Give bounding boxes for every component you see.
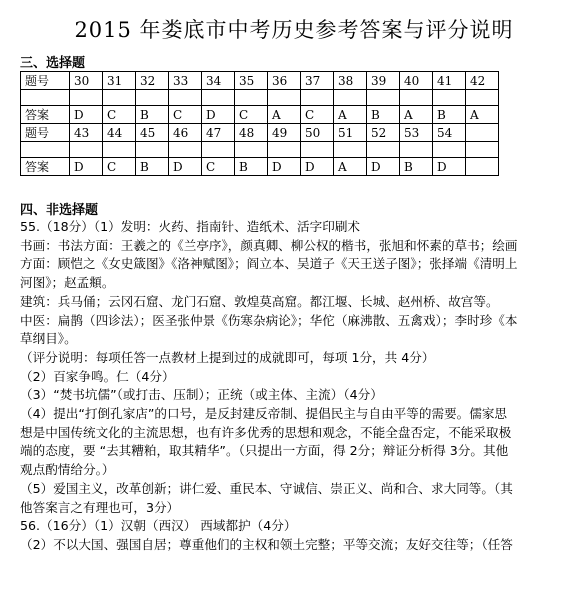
answer-cell	[466, 158, 499, 176]
question-number-cell: 51	[334, 124, 367, 142]
text-line: 中医：扁鹊（四诊法）；医圣张仲景《伤寒杂病论》；华佗（麻沸散、五禽戏）；李时珍《本	[20, 312, 518, 328]
question-number-cell: 33	[169, 72, 202, 90]
table-row-blank	[21, 90, 499, 106]
question-number-cell: 50	[301, 124, 334, 142]
blank-cell	[103, 90, 136, 106]
text-line: （4）提出“打倒孔家店”的口号，是反封建反帝制、提倡民主与自由平等的需要。儒家思	[20, 406, 508, 422]
text-line: （2）百家争鸣。仁（4分）	[20, 368, 175, 384]
question-number-cell: 49	[268, 124, 301, 142]
blank-cell	[466, 90, 499, 106]
answer-cell: D	[301, 158, 334, 176]
question-number-cell: 42	[466, 72, 499, 90]
blank-cell	[334, 90, 367, 106]
answer-cell: A	[334, 158, 367, 176]
blank-cell	[21, 90, 70, 106]
blank-cell	[136, 142, 169, 158]
answer-cell: D	[70, 158, 103, 176]
answer-text-body	[20, 218, 568, 555]
answer-cell: D	[169, 158, 202, 176]
blank-cell	[202, 90, 235, 106]
question-number-cell: 39	[367, 72, 400, 90]
question-number-cell: 36	[268, 72, 301, 90]
question-number-cell: 43	[70, 124, 103, 142]
blank-cell	[235, 142, 268, 158]
row-label-question: 题号	[21, 124, 70, 142]
table-row	[21, 106, 499, 124]
question-number-cell: 54	[433, 124, 466, 142]
text-line: 想是中国传统文化的主流思想，也有许多优秀的思想和观念，不能全盘否定，不能采取极	[20, 424, 512, 440]
answer-cell: D	[202, 106, 235, 124]
answer-cell: C	[103, 106, 136, 124]
table-row	[21, 158, 499, 176]
blank-cell	[268, 90, 301, 106]
text-line: 55.（18分）（1）发明：火药、指南针、造纸术、活字印刷术	[20, 219, 361, 234]
blank-cell	[235, 90, 268, 106]
row-label-answer: 答案	[21, 158, 70, 176]
text-line: 方面：顾恺之《女史箴图》《洛神赋图》；阎立本、吴道子《天王送子图》；张择端《清明上	[20, 256, 518, 272]
answer-cell: B	[136, 106, 169, 124]
question-number-cell: 41	[433, 72, 466, 90]
blank-cell	[202, 142, 235, 158]
text-line: 草纲目》。	[20, 331, 77, 347]
question-number-cell: 37	[301, 72, 334, 90]
answer-cell: A	[268, 106, 301, 124]
question-number-cell: 30	[70, 72, 103, 90]
blank-cell	[301, 142, 334, 158]
question-number-cell: 53	[400, 124, 433, 142]
text-line: 书画：书法方面：王羲之的《兰亭序》，颜真卿、柳公权的楷书，张旭和怀素的草书；绘画	[20, 237, 518, 253]
blank-cell	[466, 142, 499, 158]
text-line: （5）爱国主义，改革创新；讲仁爱、重民本、守诚信、崇正义、尚和合、求大同等。（其	[20, 480, 513, 496]
table-row-blank	[21, 142, 499, 158]
question-number-cell: 44	[103, 124, 136, 142]
blank-cell	[433, 142, 466, 158]
blank-cell	[301, 90, 334, 106]
answer-cell: D	[268, 158, 301, 176]
answer-cell: C	[202, 158, 235, 176]
blank-cell	[169, 90, 202, 106]
question-number-cell	[466, 124, 499, 142]
blank-cell	[21, 142, 70, 158]
text-line: 河图》；赵孟頫。	[20, 275, 115, 291]
blank-cell	[268, 142, 301, 158]
answer-cell: B	[235, 158, 268, 176]
table-row	[21, 72, 499, 90]
answer-cell: B	[400, 158, 433, 176]
answer-cell: C	[103, 158, 136, 176]
blank-cell	[70, 90, 103, 106]
answer-cell: D	[70, 106, 103, 124]
question-number-cell: 35	[235, 72, 268, 90]
question-number-cell: 40	[400, 72, 433, 90]
question-number-cell: 45	[136, 124, 169, 142]
text-line: 他答案言之有理也可，3分）	[20, 499, 180, 515]
section-heading-multiple-choice: 三、选择题	[20, 56, 86, 71]
text-line: 观点酌情给分。）	[20, 462, 115, 478]
row-label-answer: 答案	[21, 106, 70, 124]
question-number-cell: 38	[334, 72, 367, 90]
answer-cell: D	[367, 158, 400, 176]
answer-cell: C	[301, 106, 334, 124]
blank-cell	[400, 142, 433, 158]
blank-cell	[136, 90, 169, 106]
text-line: 建筑：兵马俑；云冈石窟、龙门石窟、敦煌莫高窟。都江堰、长城、赵州桥、故宫等。	[20, 293, 499, 309]
blank-cell	[169, 142, 202, 158]
blank-cell	[103, 142, 136, 158]
question-number-cell: 48	[235, 124, 268, 142]
blank-cell	[334, 142, 367, 158]
question-number-cell: 52	[367, 124, 400, 142]
blank-cell	[70, 142, 103, 158]
text-line: 56.（16分）（1）汉朝（西汉） 西域都护（4分）	[20, 518, 297, 534]
answer-cell: A	[400, 106, 433, 124]
text-line: （3）“焚书坑儒”（或打击、压制）；正统（或主体、主流）（4分）	[20, 387, 383, 403]
answer-cell: A	[466, 106, 499, 124]
blank-cell	[367, 142, 400, 158]
page-title: 2015 年娄底市中考历史参考答案与评分说明	[74, 18, 514, 42]
text-line: （2）不以大国、强国自居；尊重他们的主权和领土完整；平等交流；友好交往等；（任答	[20, 536, 513, 552]
question-number-cell: 34	[202, 72, 235, 90]
question-number-cell: 31	[103, 72, 136, 90]
row-label-question: 题号	[21, 72, 70, 90]
answer-cell: D	[433, 158, 466, 176]
question-number-cell: 32	[136, 72, 169, 90]
text-line: 端的态度，要 “去其糟粕，取其精华”。（只提出一方面，得 2分；辩证分析得 3分。其他	[20, 443, 509, 459]
table-row	[21, 124, 499, 142]
answer-cell: B	[136, 158, 169, 176]
question-number-cell: 46	[169, 124, 202, 142]
text-line: （评分说明：每项任答一点教材上提到过的成就即可，每项 1分，共 4分）	[20, 349, 435, 365]
blank-cell	[433, 90, 466, 106]
answer-cell: C	[169, 106, 202, 124]
question-number-cell: 47	[202, 124, 235, 142]
answer-cell: B	[433, 106, 466, 124]
answer-cell: A	[334, 106, 367, 124]
blank-cell	[367, 90, 400, 106]
answer-cell: C	[235, 106, 268, 124]
answer-table	[20, 71, 499, 176]
section-heading-non-choice: 四、非选择题	[20, 203, 99, 218]
answer-cell: B	[367, 106, 400, 124]
blank-cell	[400, 90, 433, 106]
